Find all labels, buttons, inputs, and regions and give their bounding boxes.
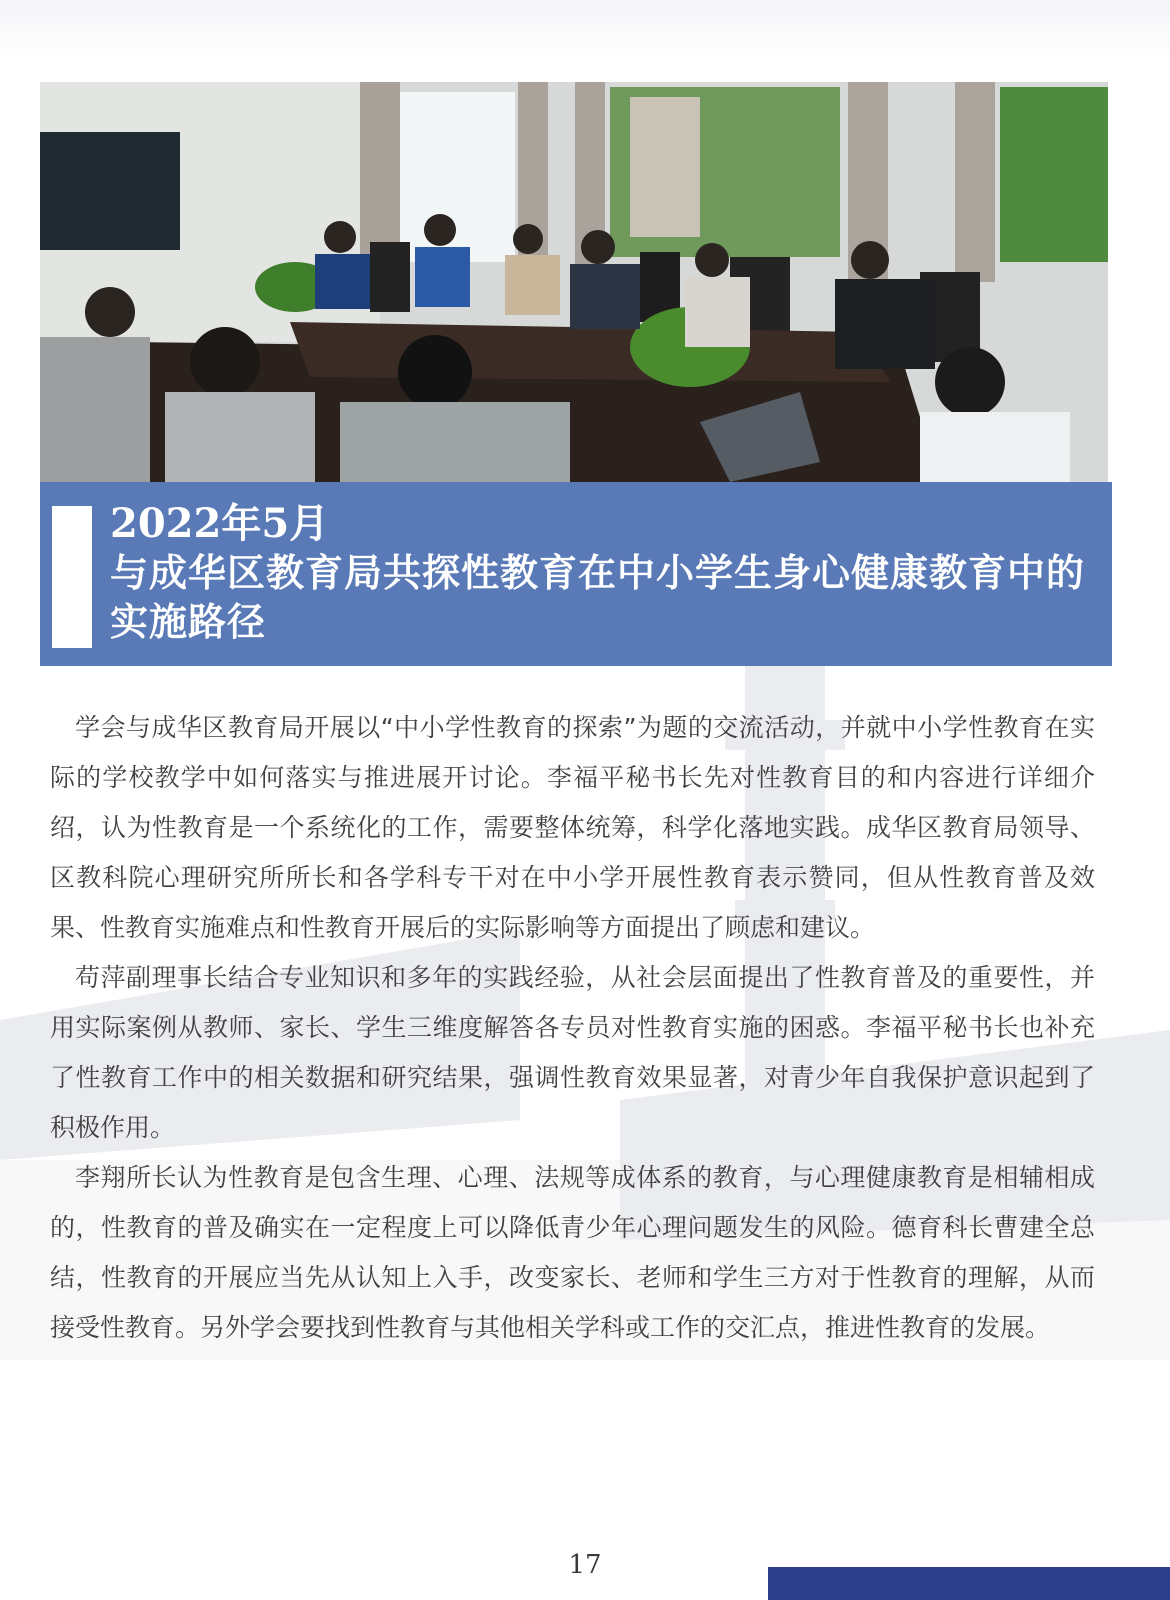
heading-date: 2022年5月 [110,500,330,547]
title-accent-bar [52,506,92,648]
article-heading [110,500,1100,646]
paragraph: 李翔所长认为性教育是包含生理、心理、法规等成体系的教育，与心理健康教育是相辅相成的，性教育的普及确实在一定程度上可以降低青少年心理问题发生的风险。德育科长曹建全总结，性教育的开展应当先从认知上入手，改变家长、老师和学生三方对于性教育的理解，从而接受性教育。另外学会要找到性教育与其他相关学科或工作的交汇点，推进性教育的发展。 [50,1163,1095,1342]
meeting-photo [40,82,1108,482]
paragraph: 学会与成华区教育局开展以“中小学性教育的探索”为题的交流活动，并就中小学性教育在实际的学校教学中如何落实与推进展开讨论。李福平秘书长先对性教育目的和内容进行详细介绍，认为性教育是一个系统化的工作，需要整体统筹，科学化落地实践。成华区教育局领导、区教科院心理研究所所长和各学科专干对在中小学开展性教育表示赞同，但从性教育普及效果、性教育实施难点和性教育开展后的实际影响等方面提出了顾虑和建议。 [50,713,1095,942]
paragraph: 苟萍副理事长结合专业知识和多年的实践经验，从社会层面提出了性教育普及的重要性，并用实际案例从教师、家长、学生三维度解答各专员对性教育实施的困惑。李福平秘书长也补充了性教育工作中的相关数据和研究结果，强调性教育效果显著，对青少年自我保护意识起到了积极作用。 [50,963,1095,1142]
heading-title: 与成华区教育局共探性教育在中小学生身心健康教育中的实施路径 [110,550,1086,644]
page-number: 17 [568,1550,602,1580]
title-band [40,482,1112,666]
article-body [50,703,1095,1353]
footer-accent-bar [768,1567,1170,1600]
